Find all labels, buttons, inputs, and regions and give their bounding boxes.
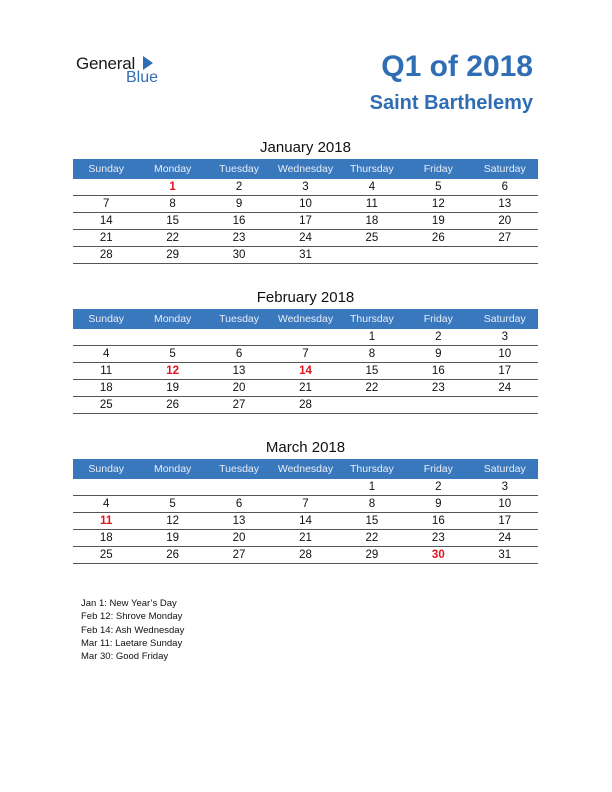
day-cell: 5 bbox=[139, 346, 205, 363]
weekday-header: Monday bbox=[139, 459, 205, 479]
calendar-table bbox=[73, 309, 538, 414]
day-cell: 5 bbox=[139, 496, 205, 513]
day-cell: 25 bbox=[339, 230, 405, 247]
day-cell bbox=[206, 329, 272, 346]
day-cell bbox=[139, 329, 205, 346]
day-cell: 15 bbox=[339, 363, 405, 380]
day-cell: 18 bbox=[339, 213, 405, 230]
day-cell: 20 bbox=[206, 380, 272, 397]
day-cell: 13 bbox=[206, 513, 272, 530]
week-row bbox=[73, 479, 538, 496]
day-cell: 26 bbox=[139, 547, 205, 564]
day-cell: 12 bbox=[405, 196, 471, 213]
weekday-header: Sunday bbox=[73, 309, 139, 329]
weekday-header: Friday bbox=[405, 159, 471, 179]
day-cell: 13 bbox=[206, 363, 272, 380]
day-cell: 11 bbox=[73, 363, 139, 380]
day-cell: 3 bbox=[472, 479, 538, 496]
day-cell: 2 bbox=[206, 179, 272, 196]
day-cell: 7 bbox=[272, 346, 338, 363]
week-row bbox=[73, 547, 538, 564]
day-cell bbox=[206, 479, 272, 496]
day-cell: 13 bbox=[472, 196, 538, 213]
day-cell: 27 bbox=[206, 547, 272, 564]
day-cell: 4 bbox=[339, 179, 405, 196]
day-cell: 19 bbox=[139, 530, 205, 547]
weekday-header: Saturday bbox=[472, 459, 538, 479]
day-cell bbox=[272, 479, 338, 496]
day-cell: 21 bbox=[73, 230, 139, 247]
day-cell: 23 bbox=[405, 380, 471, 397]
day-cell: 6 bbox=[206, 346, 272, 363]
holiday-item: Mar 11: Laetare Sunday bbox=[81, 637, 183, 649]
week-row bbox=[73, 513, 538, 530]
day-cell: 21 bbox=[272, 530, 338, 547]
day-cell bbox=[472, 247, 538, 264]
day-cell bbox=[139, 479, 205, 496]
week-row bbox=[73, 397, 538, 414]
weekday-header: Tuesday bbox=[206, 309, 272, 329]
weekday-header: Saturday bbox=[472, 309, 538, 329]
month-february bbox=[73, 287, 538, 414]
weekday-header: Wednesday bbox=[272, 309, 338, 329]
calendar-table bbox=[73, 459, 538, 564]
weekday-header: Sunday bbox=[73, 159, 139, 179]
day-cell: 1 bbox=[339, 329, 405, 346]
day-cell: 4 bbox=[73, 496, 139, 513]
day-cell: 2 bbox=[405, 479, 471, 496]
day-cell: 29 bbox=[339, 547, 405, 564]
day-cell: 15 bbox=[139, 213, 205, 230]
day-cell: 10 bbox=[472, 346, 538, 363]
weekday-header-row bbox=[73, 459, 538, 479]
day-cell: 30 bbox=[405, 547, 471, 564]
day-cell bbox=[472, 397, 538, 414]
week-row bbox=[73, 179, 538, 196]
day-cell: 31 bbox=[272, 247, 338, 264]
day-cell: 8 bbox=[339, 346, 405, 363]
weekday-header: Thursday bbox=[339, 309, 405, 329]
day-cell: 18 bbox=[73, 380, 139, 397]
day-cell: 15 bbox=[339, 513, 405, 530]
day-cell: 24 bbox=[472, 530, 538, 547]
day-cell: 14 bbox=[73, 213, 139, 230]
month-title: January 2018 bbox=[260, 139, 351, 156]
weekday-header: Saturday bbox=[472, 159, 538, 179]
day-cell: 31 bbox=[472, 547, 538, 564]
day-cell: 19 bbox=[405, 213, 471, 230]
holiday-item: Feb 12: Shrove Monday bbox=[81, 611, 183, 623]
day-cell: 14 bbox=[272, 513, 338, 530]
day-cell: 25 bbox=[73, 397, 139, 414]
weekday-header: Friday bbox=[405, 309, 471, 329]
day-cell: 19 bbox=[139, 380, 205, 397]
week-row bbox=[73, 496, 538, 513]
day-cell: 1 bbox=[339, 479, 405, 496]
day-cell: 23 bbox=[206, 230, 272, 247]
day-cell: 16 bbox=[405, 363, 471, 380]
day-cell: 16 bbox=[405, 513, 471, 530]
day-cell: 17 bbox=[472, 363, 538, 380]
day-cell: 20 bbox=[206, 530, 272, 547]
page-title: Q1 of 2018 bbox=[381, 50, 533, 83]
day-cell bbox=[73, 479, 139, 496]
day-cell: 1 bbox=[139, 179, 205, 196]
weekday-header: Sunday bbox=[73, 459, 139, 479]
day-cell: 24 bbox=[272, 230, 338, 247]
day-cell: 12 bbox=[139, 363, 205, 380]
day-cell: 6 bbox=[206, 496, 272, 513]
weekday-header-row bbox=[73, 309, 538, 329]
day-cell: 28 bbox=[272, 547, 338, 564]
day-cell: 9 bbox=[405, 496, 471, 513]
week-row bbox=[73, 346, 538, 363]
weekday-header: Tuesday bbox=[206, 459, 272, 479]
day-cell bbox=[73, 179, 139, 196]
month-title: February 2018 bbox=[256, 289, 355, 306]
day-cell: 20 bbox=[472, 213, 538, 230]
day-cell: 4 bbox=[73, 346, 139, 363]
week-row bbox=[73, 329, 538, 346]
weekday-header: Monday bbox=[139, 159, 205, 179]
day-cell: 27 bbox=[206, 397, 272, 414]
day-cell: 28 bbox=[73, 247, 139, 264]
week-row bbox=[73, 196, 538, 213]
day-cell: 2 bbox=[405, 329, 471, 346]
flag-icon bbox=[143, 56, 153, 70]
month-title: March 2018 bbox=[265, 439, 346, 456]
brand-blue: Blue bbox=[126, 69, 159, 86]
day-cell: 7 bbox=[272, 496, 338, 513]
day-cell bbox=[405, 247, 471, 264]
day-cell: 24 bbox=[472, 380, 538, 397]
day-cell: 7 bbox=[73, 196, 139, 213]
brand-general: General bbox=[76, 54, 136, 73]
day-cell: 6 bbox=[472, 179, 538, 196]
day-cell: 3 bbox=[272, 179, 338, 196]
day-cell bbox=[73, 329, 139, 346]
week-row bbox=[73, 363, 538, 380]
day-cell: 18 bbox=[73, 530, 139, 547]
weekday-header: Tuesday bbox=[206, 159, 272, 179]
day-cell: 8 bbox=[339, 496, 405, 513]
weekday-header-row bbox=[73, 159, 538, 179]
day-cell: 25 bbox=[73, 547, 139, 564]
day-cell: 3 bbox=[472, 329, 538, 346]
holiday-item: Mar 30: Good Friday bbox=[81, 651, 169, 663]
holiday-item: Jan 1: New Year’s Day bbox=[81, 598, 177, 609]
day-cell bbox=[339, 247, 405, 264]
day-cell: 22 bbox=[339, 530, 405, 547]
holiday-item: Feb 14: Ash Wednesday bbox=[81, 624, 185, 636]
day-cell: 22 bbox=[139, 230, 205, 247]
day-cell bbox=[405, 397, 471, 414]
day-cell: 9 bbox=[405, 346, 471, 363]
weekday-header: Friday bbox=[405, 459, 471, 479]
day-cell bbox=[339, 397, 405, 414]
day-cell: 21 bbox=[272, 380, 338, 397]
brand-logo bbox=[76, 54, 196, 90]
day-cell: 17 bbox=[272, 213, 338, 230]
day-cell: 14 bbox=[272, 363, 338, 380]
week-row bbox=[73, 380, 538, 397]
day-cell: 27 bbox=[472, 230, 538, 247]
day-cell: 29 bbox=[139, 247, 205, 264]
week-row bbox=[73, 247, 538, 264]
day-cell: 16 bbox=[206, 213, 272, 230]
day-cell: 22 bbox=[339, 380, 405, 397]
day-cell: 30 bbox=[206, 247, 272, 264]
weekday-header: Wednesday bbox=[272, 459, 338, 479]
day-cell bbox=[272, 329, 338, 346]
weekday-header: Thursday bbox=[339, 159, 405, 179]
day-cell: 28 bbox=[272, 397, 338, 414]
page-subtitle: Saint Barthelemy bbox=[369, 92, 533, 114]
day-cell: 5 bbox=[405, 179, 471, 196]
day-cell: 12 bbox=[139, 513, 205, 530]
day-cell: 23 bbox=[405, 530, 471, 547]
day-cell: 11 bbox=[73, 513, 139, 530]
day-cell: 10 bbox=[472, 496, 538, 513]
calendar-table bbox=[73, 159, 538, 264]
day-cell: 10 bbox=[272, 196, 338, 213]
weekday-header: Monday bbox=[139, 309, 205, 329]
day-cell: 26 bbox=[139, 397, 205, 414]
day-cell: 8 bbox=[139, 196, 205, 213]
weekday-header: Thursday bbox=[339, 459, 405, 479]
day-cell: 9 bbox=[206, 196, 272, 213]
holiday-list bbox=[81, 597, 184, 663]
month-january bbox=[73, 137, 538, 264]
day-cell: 11 bbox=[339, 196, 405, 213]
week-row bbox=[73, 213, 538, 230]
week-row bbox=[73, 530, 538, 547]
day-cell: 17 bbox=[472, 513, 538, 530]
month-march bbox=[73, 437, 538, 564]
week-row bbox=[73, 230, 538, 247]
day-cell: 26 bbox=[405, 230, 471, 247]
weekday-header: Wednesday bbox=[272, 159, 338, 179]
